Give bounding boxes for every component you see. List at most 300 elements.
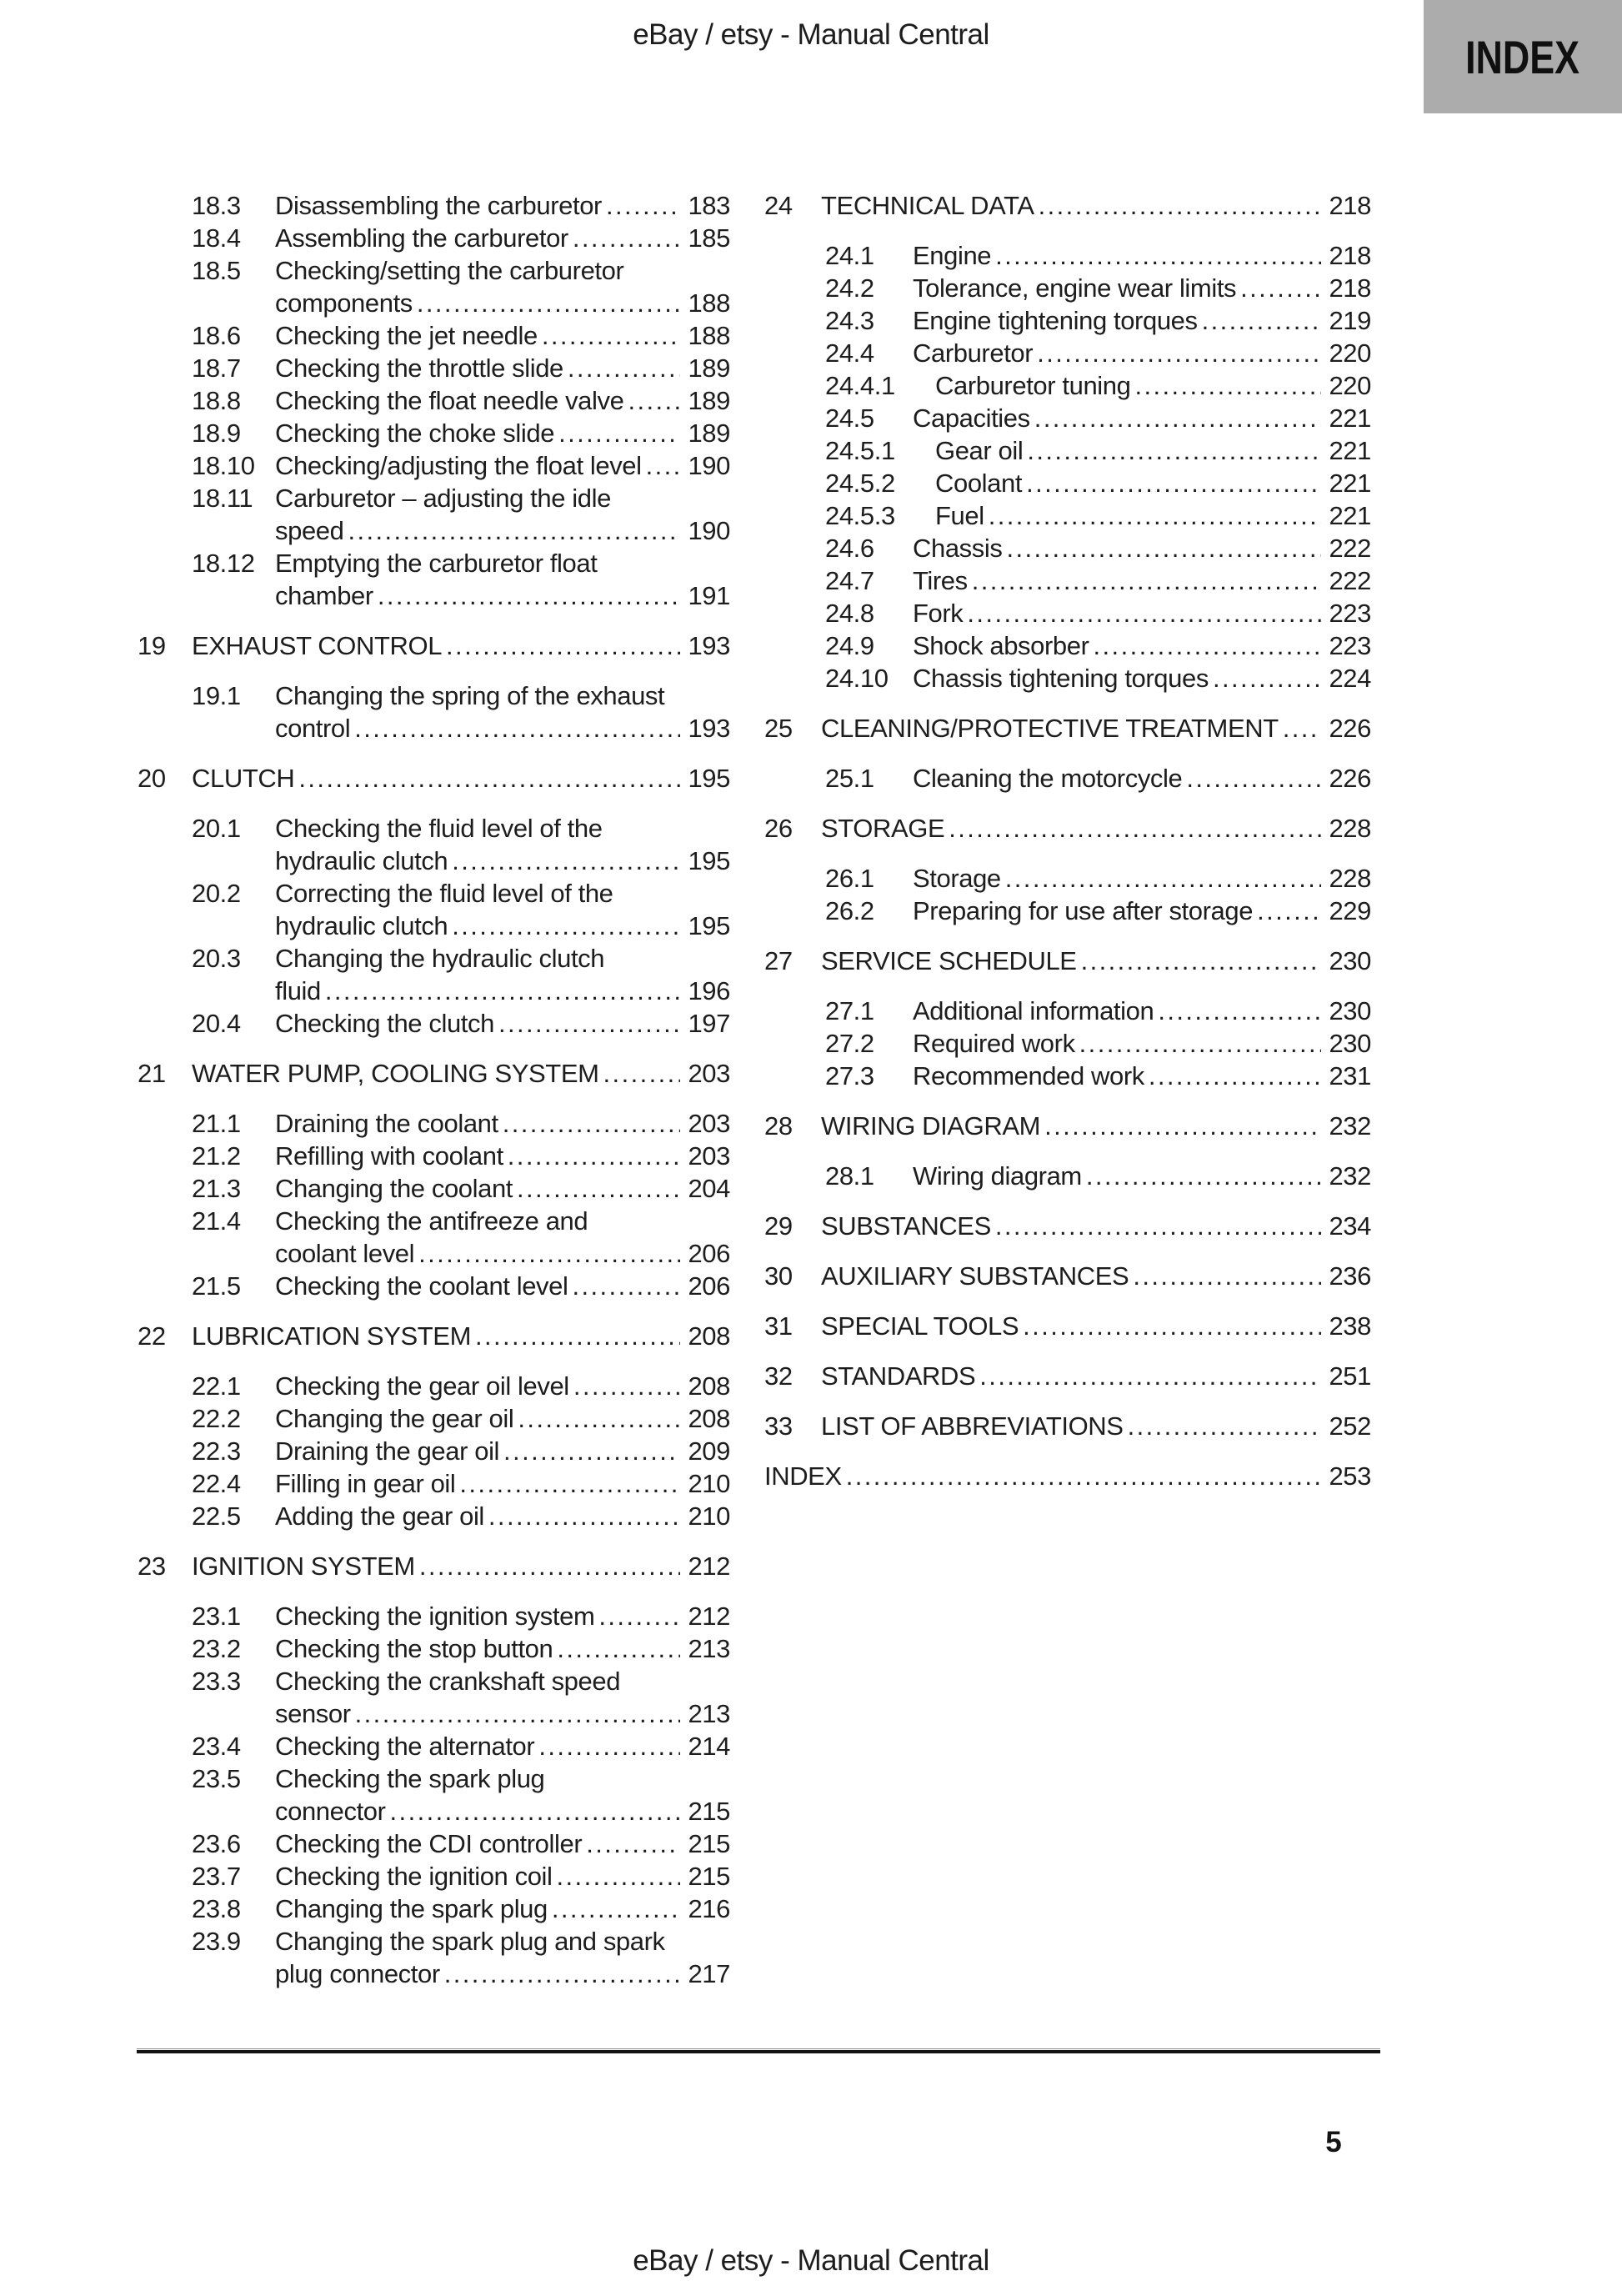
dot-leader xyxy=(1283,712,1322,744)
toc-entry-body xyxy=(275,547,730,612)
toc-entry-body xyxy=(913,402,1371,434)
toc-entry-body xyxy=(275,1140,730,1172)
toc-entry-line xyxy=(275,384,730,417)
dot-leader xyxy=(508,1140,681,1172)
toc-entry-title: Coolant xyxy=(935,469,1023,498)
toc-column-right xyxy=(764,189,1371,1990)
toc-entry-title: Storage xyxy=(913,864,1001,893)
toc-entry xyxy=(764,499,1371,532)
toc-entry-line xyxy=(275,712,730,744)
toc-entry-title: Changing the coolant xyxy=(275,1174,513,1203)
toc-entry-title: TECHNICAL DATA xyxy=(821,191,1034,220)
toc-entry xyxy=(138,547,730,612)
toc-entry-title: Checking the crankshaft speed xyxy=(275,1667,621,1696)
toc-entry-number: 22 xyxy=(138,1321,166,1351)
toc-entry xyxy=(138,1550,730,1582)
toc-entry-body xyxy=(913,1160,1371,1192)
toc-entry-title: Checking/adjusting the float level xyxy=(275,451,642,480)
toc-entry-body xyxy=(192,1550,730,1582)
toc-entry-line xyxy=(275,1925,730,1958)
toc-entry xyxy=(138,1467,730,1500)
toc-entry-title: Refilling with coolant xyxy=(275,1141,503,1171)
toc-entry-body xyxy=(275,812,730,877)
toc-entry-body xyxy=(913,239,1371,272)
toc-entry-title: Checking the ignition coil xyxy=(275,1862,553,1891)
toc-entry-page: 203 xyxy=(688,1109,730,1138)
dot-leader xyxy=(967,597,1321,629)
toc-entry-page: 189 xyxy=(688,419,730,448)
toc-entry-line xyxy=(192,762,730,795)
toc-entry-page: 203 xyxy=(688,1059,730,1088)
toc-entry-body xyxy=(192,1057,730,1090)
index-tab-label: INDEX xyxy=(1465,30,1580,83)
toc-entry-page: 217 xyxy=(688,1959,730,1988)
toc-entry xyxy=(764,272,1371,304)
toc-entry-page: 251 xyxy=(1329,1361,1371,1391)
toc-entry xyxy=(764,712,1371,744)
toc-entry-title: Changing the gear oil xyxy=(275,1404,514,1433)
toc-entry-page: 236 xyxy=(1329,1261,1371,1291)
toc-entry-body xyxy=(275,679,730,744)
toc-entry-body xyxy=(275,1665,730,1730)
table-of-contents xyxy=(138,189,1371,1990)
toc-entry-number: 25 xyxy=(764,714,793,743)
toc-entry xyxy=(764,434,1371,467)
toc-entry-title: Checking the throttle slide xyxy=(275,353,563,383)
toc-entry-line xyxy=(935,369,1371,402)
toc-entry-page: 213 xyxy=(688,1634,730,1663)
toc-entry-line xyxy=(913,1160,1371,1192)
toc-entry xyxy=(764,337,1371,369)
toc-entry xyxy=(138,222,730,254)
toc-entry-page: 221 xyxy=(1329,469,1371,498)
toc-entry-title: Shock absorber xyxy=(913,631,1089,660)
toc-entry-page: 196 xyxy=(688,976,730,1005)
toc-entry-body xyxy=(275,1762,730,1827)
toc-entry xyxy=(764,189,1371,222)
toc-entry xyxy=(764,1360,1371,1392)
toc-entry-title: Checking the jet needle xyxy=(275,321,538,350)
toc-entry-number: 23 xyxy=(138,1552,166,1581)
toc-entry-page: 208 xyxy=(688,1404,730,1433)
toc-entry-title: Assembling the carburetor xyxy=(275,223,568,253)
toc-entry-line xyxy=(275,319,730,352)
toc-entry xyxy=(138,1600,730,1632)
toc-entry-body xyxy=(821,1360,1371,1392)
toc-entry-page: 195 xyxy=(688,764,730,793)
toc-entry-page: 191 xyxy=(688,581,730,610)
toc-entry-page: 193 xyxy=(688,714,730,743)
toc-entry-page: 185 xyxy=(688,223,730,253)
toc-entry-title: EXHAUST CONTROL xyxy=(192,631,443,660)
dot-leader xyxy=(646,449,681,482)
toc-entry-title: Checking the ignition system xyxy=(275,1602,595,1631)
toc-entry xyxy=(138,812,730,877)
dot-leader xyxy=(972,564,1322,597)
toc-entry-title: WIRING DIAGRAM xyxy=(821,1111,1041,1140)
toc-entry-page: 195 xyxy=(688,846,730,875)
toc-entry-page: 221 xyxy=(1329,501,1371,530)
toc-entry-line xyxy=(275,547,730,579)
toc-entry-number: 20.2 xyxy=(192,879,241,908)
toc-entry-title: Checking the float needle valve xyxy=(275,386,624,415)
toc-entry-line xyxy=(275,942,730,975)
toc-entry-number: 22.5 xyxy=(192,1501,241,1531)
toc-entry-title: Checking the antifreeze and xyxy=(275,1206,588,1236)
toc-entry-page: 222 xyxy=(1329,566,1371,595)
toc-entry-line xyxy=(821,1360,1371,1392)
dot-leader xyxy=(298,762,680,795)
toc-entry-line xyxy=(935,434,1371,467)
toc-entry-number: 24.8 xyxy=(825,599,874,628)
toc-entry-body xyxy=(935,434,1371,467)
toc-entry-page: 203 xyxy=(688,1141,730,1171)
toc-entry-page: 221 xyxy=(1329,404,1371,433)
toc-entry-line xyxy=(275,1632,730,1665)
dot-leader xyxy=(355,1697,681,1730)
toc-entry-page: 224 xyxy=(1329,664,1371,693)
toc-entry-line xyxy=(913,662,1371,694)
toc-entry-number: 24.5.1 xyxy=(825,436,895,465)
toc-entry-title: INDEX xyxy=(764,1461,842,1491)
toc-entry-page: 215 xyxy=(688,1829,730,1858)
toc-entry-title: STORAGE xyxy=(821,814,945,843)
dot-leader xyxy=(1023,1310,1321,1342)
toc-entry-number: 18.6 xyxy=(192,321,241,350)
toc-entry xyxy=(764,629,1371,662)
toc-entry-body xyxy=(913,597,1371,629)
toc-entry-page: 220 xyxy=(1329,371,1371,400)
toc-entry-number: 24.4 xyxy=(825,338,874,368)
toc-entry xyxy=(138,877,730,942)
toc-entry-number: 24.4.1 xyxy=(825,371,895,400)
toc-entry-page: 222 xyxy=(1329,534,1371,563)
toc-entry-number: 18.7 xyxy=(192,353,241,383)
toc-entry-title: WATER PUMP, COOLING SYSTEM xyxy=(192,1059,599,1088)
dot-leader xyxy=(1094,629,1322,662)
toc-entry-title: speed xyxy=(275,516,344,545)
toc-entry-title: STANDARDS xyxy=(821,1361,976,1391)
toc-entry-number: 21.2 xyxy=(192,1141,241,1171)
toc-entry xyxy=(764,662,1371,694)
toc-entry-line xyxy=(821,945,1371,977)
toc-entry-title: Engine tightening torques xyxy=(913,306,1198,335)
toc-entry-line xyxy=(821,1110,1371,1142)
toc-entry-line xyxy=(275,514,730,547)
toc-entry xyxy=(138,679,730,744)
toc-entry xyxy=(764,239,1371,272)
toc-entry-body xyxy=(821,1210,1371,1242)
toc-entry-page: 218 xyxy=(1329,273,1371,303)
toc-entry-body xyxy=(913,762,1371,795)
toc-entry xyxy=(138,1140,730,1172)
dot-leader xyxy=(418,1237,680,1270)
dot-leader xyxy=(557,1632,680,1665)
toc-entry-page: 189 xyxy=(688,353,730,383)
dot-leader xyxy=(348,514,680,547)
toc-entry-body xyxy=(935,499,1371,532)
toc-entry-body xyxy=(275,222,730,254)
toc-entry-number: 28 xyxy=(764,1111,793,1140)
toc-entry-line xyxy=(821,189,1371,222)
dot-leader xyxy=(452,910,680,942)
toc-entry xyxy=(764,1060,1371,1092)
dot-leader xyxy=(846,1460,1322,1492)
toc-entry-number: 24 xyxy=(764,191,793,220)
toc-entry-page: 238 xyxy=(1329,1311,1371,1341)
toc-entry-body xyxy=(275,1435,730,1467)
toc-entry-number: 23.1 xyxy=(192,1602,241,1631)
dot-leader xyxy=(568,352,681,384)
toc-entry-line xyxy=(275,352,730,384)
toc-entry-title: hydraulic clutch xyxy=(275,846,448,875)
dot-leader xyxy=(979,1360,1321,1392)
toc-entry-body xyxy=(913,895,1371,927)
toc-entry xyxy=(138,762,730,795)
toc-entry-page: 195 xyxy=(688,911,730,940)
toc-entry-page: 206 xyxy=(688,1239,730,1268)
toc-entry-line xyxy=(275,417,730,449)
toc-entry-line xyxy=(275,1730,730,1762)
toc-entry-page: 228 xyxy=(1329,814,1371,843)
toc-entry-number: 18.4 xyxy=(192,223,241,253)
toc-entry-number: 20 xyxy=(138,764,166,793)
toc-entry-page: 218 xyxy=(1329,241,1371,270)
toc-entry-title: components xyxy=(275,288,413,318)
toc-entry-page: 190 xyxy=(688,451,730,480)
dot-leader xyxy=(573,1270,681,1302)
toc-entry-number: 21 xyxy=(138,1059,166,1088)
toc-entry-page: 252 xyxy=(1329,1411,1371,1441)
toc-entry-page: 230 xyxy=(1329,946,1371,975)
toc-entry-page: 190 xyxy=(688,516,730,545)
toc-entry-number: 18.5 xyxy=(192,256,241,285)
toc-entry xyxy=(138,1402,730,1435)
toc-entry-title: SERVICE SCHEDULE xyxy=(821,946,1077,975)
dot-leader xyxy=(1081,945,1322,977)
toc-entry-title: Checking the clutch xyxy=(275,1009,494,1038)
toc-entry-line xyxy=(192,1320,730,1352)
toc-entry xyxy=(138,1925,730,1990)
toc-entry-line xyxy=(275,1697,730,1730)
toc-entry-line xyxy=(275,1467,730,1500)
toc-entry-body xyxy=(275,1892,730,1925)
toc-entry-number: 24.10 xyxy=(825,664,889,693)
toc-entry-body xyxy=(192,629,730,662)
toc-entry-number: 24.7 xyxy=(825,566,874,595)
dot-leader xyxy=(628,384,680,417)
dot-leader xyxy=(1158,995,1321,1027)
dot-leader xyxy=(452,845,680,877)
dot-leader xyxy=(518,1402,680,1435)
toc-entry-title: Checking the fluid level of the xyxy=(275,814,603,843)
toc-entry-line xyxy=(275,1665,730,1697)
toc-entry-number: 28.1 xyxy=(825,1161,874,1191)
toc-entry-title: CLEANING/PROTECTIVE TREATMENT xyxy=(821,714,1279,743)
toc-entry-page: 212 xyxy=(688,1602,730,1631)
toc-entry-body xyxy=(192,762,730,795)
toc-entry-line xyxy=(275,1270,730,1302)
toc-entry-page: 221 xyxy=(1329,436,1371,465)
toc-entry-title: Checking the coolant level xyxy=(275,1271,568,1301)
toc-entry-line xyxy=(275,1007,730,1040)
toc-entry-title: Draining the gear oil xyxy=(275,1436,500,1466)
dot-leader xyxy=(1005,862,1322,895)
dot-leader xyxy=(475,1320,680,1352)
toc-entry xyxy=(138,942,730,1007)
toc-entry-number: 18.9 xyxy=(192,419,241,448)
toc-entry-line xyxy=(913,337,1371,369)
toc-entry-line xyxy=(913,304,1371,337)
toc-entry-title: connector xyxy=(275,1797,386,1826)
page-header-title: eBay / etsy - Manual Central xyxy=(633,18,989,51)
toc-entry-title: Required work xyxy=(913,1029,1075,1058)
toc-entry-title: IGNITION SYSTEM xyxy=(192,1552,415,1581)
toc-entry-line xyxy=(275,1140,730,1172)
dot-leader xyxy=(573,222,681,254)
dot-leader xyxy=(503,1435,680,1467)
dot-leader xyxy=(1133,1260,1321,1292)
toc-entry-title: AUXILIARY SUBSTANCES xyxy=(821,1261,1129,1291)
toc-entry-line xyxy=(913,532,1371,564)
toc-entry-title: Changing the spring of the exhaust xyxy=(275,681,665,710)
dot-leader xyxy=(390,1795,681,1827)
toc-entry-body xyxy=(913,629,1371,662)
toc-entry-line xyxy=(275,1860,730,1892)
toc-entry xyxy=(138,629,730,662)
dot-leader xyxy=(498,1007,681,1040)
toc-entry-number: 21.4 xyxy=(192,1206,241,1236)
dot-leader xyxy=(542,319,681,352)
toc-entry xyxy=(138,482,730,547)
toc-entry-body xyxy=(275,1107,730,1140)
toc-entry-number: 27.1 xyxy=(825,996,874,1025)
toc-entry-number: 21.5 xyxy=(192,1271,241,1301)
toc-entry-body xyxy=(275,482,730,547)
dot-leader xyxy=(603,1057,681,1090)
dot-leader xyxy=(1086,1160,1322,1192)
toc-entry-title: Recommended work xyxy=(913,1061,1144,1090)
toc-entry-title: Changing the spark plug and spark xyxy=(275,1927,665,1956)
toc-entry-number: 23.6 xyxy=(192,1829,241,1858)
toc-entry-title: LUBRICATION SYSTEM xyxy=(192,1321,471,1351)
toc-entry-body xyxy=(275,1467,730,1500)
toc-entry-body xyxy=(913,1060,1371,1092)
toc-entry-body xyxy=(275,1600,730,1632)
dot-leader xyxy=(989,499,1322,532)
toc-entry-number: 27.2 xyxy=(825,1029,874,1058)
toc-entry xyxy=(764,1260,1371,1292)
toc-entry-number: 23.4 xyxy=(192,1732,241,1761)
toc-entry-line xyxy=(275,1370,730,1402)
toc-entry-title: Checking the stop button xyxy=(275,1634,553,1663)
toc-entry-line xyxy=(821,1310,1371,1342)
dot-leader xyxy=(1128,1410,1322,1442)
toc-entry-number: 23.2 xyxy=(192,1634,241,1663)
toc-entry-body xyxy=(275,1402,730,1435)
toc-entry xyxy=(138,1270,730,1302)
toc-entry-number: 27.3 xyxy=(825,1061,874,1090)
dot-leader xyxy=(949,812,1321,845)
toc-entry-body xyxy=(192,1320,730,1352)
toc-entry-number: 22.2 xyxy=(192,1404,241,1433)
dot-leader xyxy=(1213,662,1322,694)
toc-entry-title: Engine xyxy=(913,241,992,270)
toc-entry-title: Capacities xyxy=(913,404,1030,433)
toc-entry-line xyxy=(275,1237,730,1270)
toc-entry-line xyxy=(275,189,730,222)
toc-entry-line xyxy=(275,1795,730,1827)
dot-leader xyxy=(1079,1027,1322,1060)
toc-entry-page: 183 xyxy=(688,191,730,220)
toc-entry-number: 24.9 xyxy=(825,631,874,660)
toc-entry xyxy=(138,1860,730,1892)
toc-entry xyxy=(764,812,1371,845)
toc-entry-page: 214 xyxy=(688,1732,730,1761)
toc-entry xyxy=(138,1665,730,1730)
toc-entry-page: 220 xyxy=(1329,338,1371,368)
toc-entry-number: 18.10 xyxy=(192,451,255,480)
toc-entry xyxy=(138,1057,730,1090)
toc-entry-title: sensor xyxy=(275,1699,351,1728)
toc-entry xyxy=(138,189,730,222)
toc-entry-page: 215 xyxy=(688,1797,730,1826)
toc-entry-line xyxy=(913,272,1371,304)
toc-entry-body xyxy=(275,942,730,1007)
toc-entry-title: Correcting the fluid level of the xyxy=(275,879,613,908)
toc-entry-page: 223 xyxy=(1329,631,1371,660)
toc-entry-number: 23.8 xyxy=(192,1894,241,1923)
dot-leader xyxy=(606,189,680,222)
toc-entry-number: 20.3 xyxy=(192,944,241,973)
toc-entry-number: 18.12 xyxy=(192,549,255,578)
toc-entry-page: 216 xyxy=(688,1894,730,1923)
toc-entry-line xyxy=(275,579,730,612)
toc-entry-body xyxy=(275,1205,730,1270)
toc-entry xyxy=(764,862,1371,895)
toc-entry-page: 210 xyxy=(688,1469,730,1498)
toc-entry-number: 30 xyxy=(764,1261,793,1291)
toc-entry-title: Fuel xyxy=(935,501,984,530)
toc-entry-page: 204 xyxy=(688,1174,730,1203)
toc-entry-line xyxy=(275,1958,730,1990)
toc-entry-title: Checking the CDI controller xyxy=(275,1829,583,1858)
toc-entry-page: 234 xyxy=(1329,1211,1371,1241)
toc-entry-body xyxy=(913,662,1371,694)
toc-entry-body xyxy=(913,995,1371,1027)
dot-leader xyxy=(557,1860,681,1892)
toc-entry-body xyxy=(275,449,730,482)
toc-entry xyxy=(764,369,1371,402)
toc-entry-number: 27 xyxy=(764,946,793,975)
toc-entry-number: 24.6 xyxy=(825,534,874,563)
toc-entry-body xyxy=(275,1172,730,1205)
toc-entry-title: Tires xyxy=(913,566,968,595)
toc-entry-title: chamber xyxy=(275,581,373,610)
dot-leader xyxy=(459,1467,680,1500)
toc-entry-page: 189 xyxy=(688,386,730,415)
toc-entry-number: 22.4 xyxy=(192,1469,241,1498)
toc-entry-line xyxy=(275,1402,730,1435)
toc-entry-line xyxy=(275,679,730,712)
toc-entry-title: Checking/setting the carburetor xyxy=(275,256,624,285)
toc-entry xyxy=(764,564,1371,597)
toc-entry-page: 232 xyxy=(1329,1161,1371,1191)
toc-entry-line xyxy=(275,877,730,910)
toc-entry-line xyxy=(192,1550,730,1582)
dot-leader xyxy=(419,1550,681,1582)
toc-entry-body xyxy=(821,1310,1371,1342)
